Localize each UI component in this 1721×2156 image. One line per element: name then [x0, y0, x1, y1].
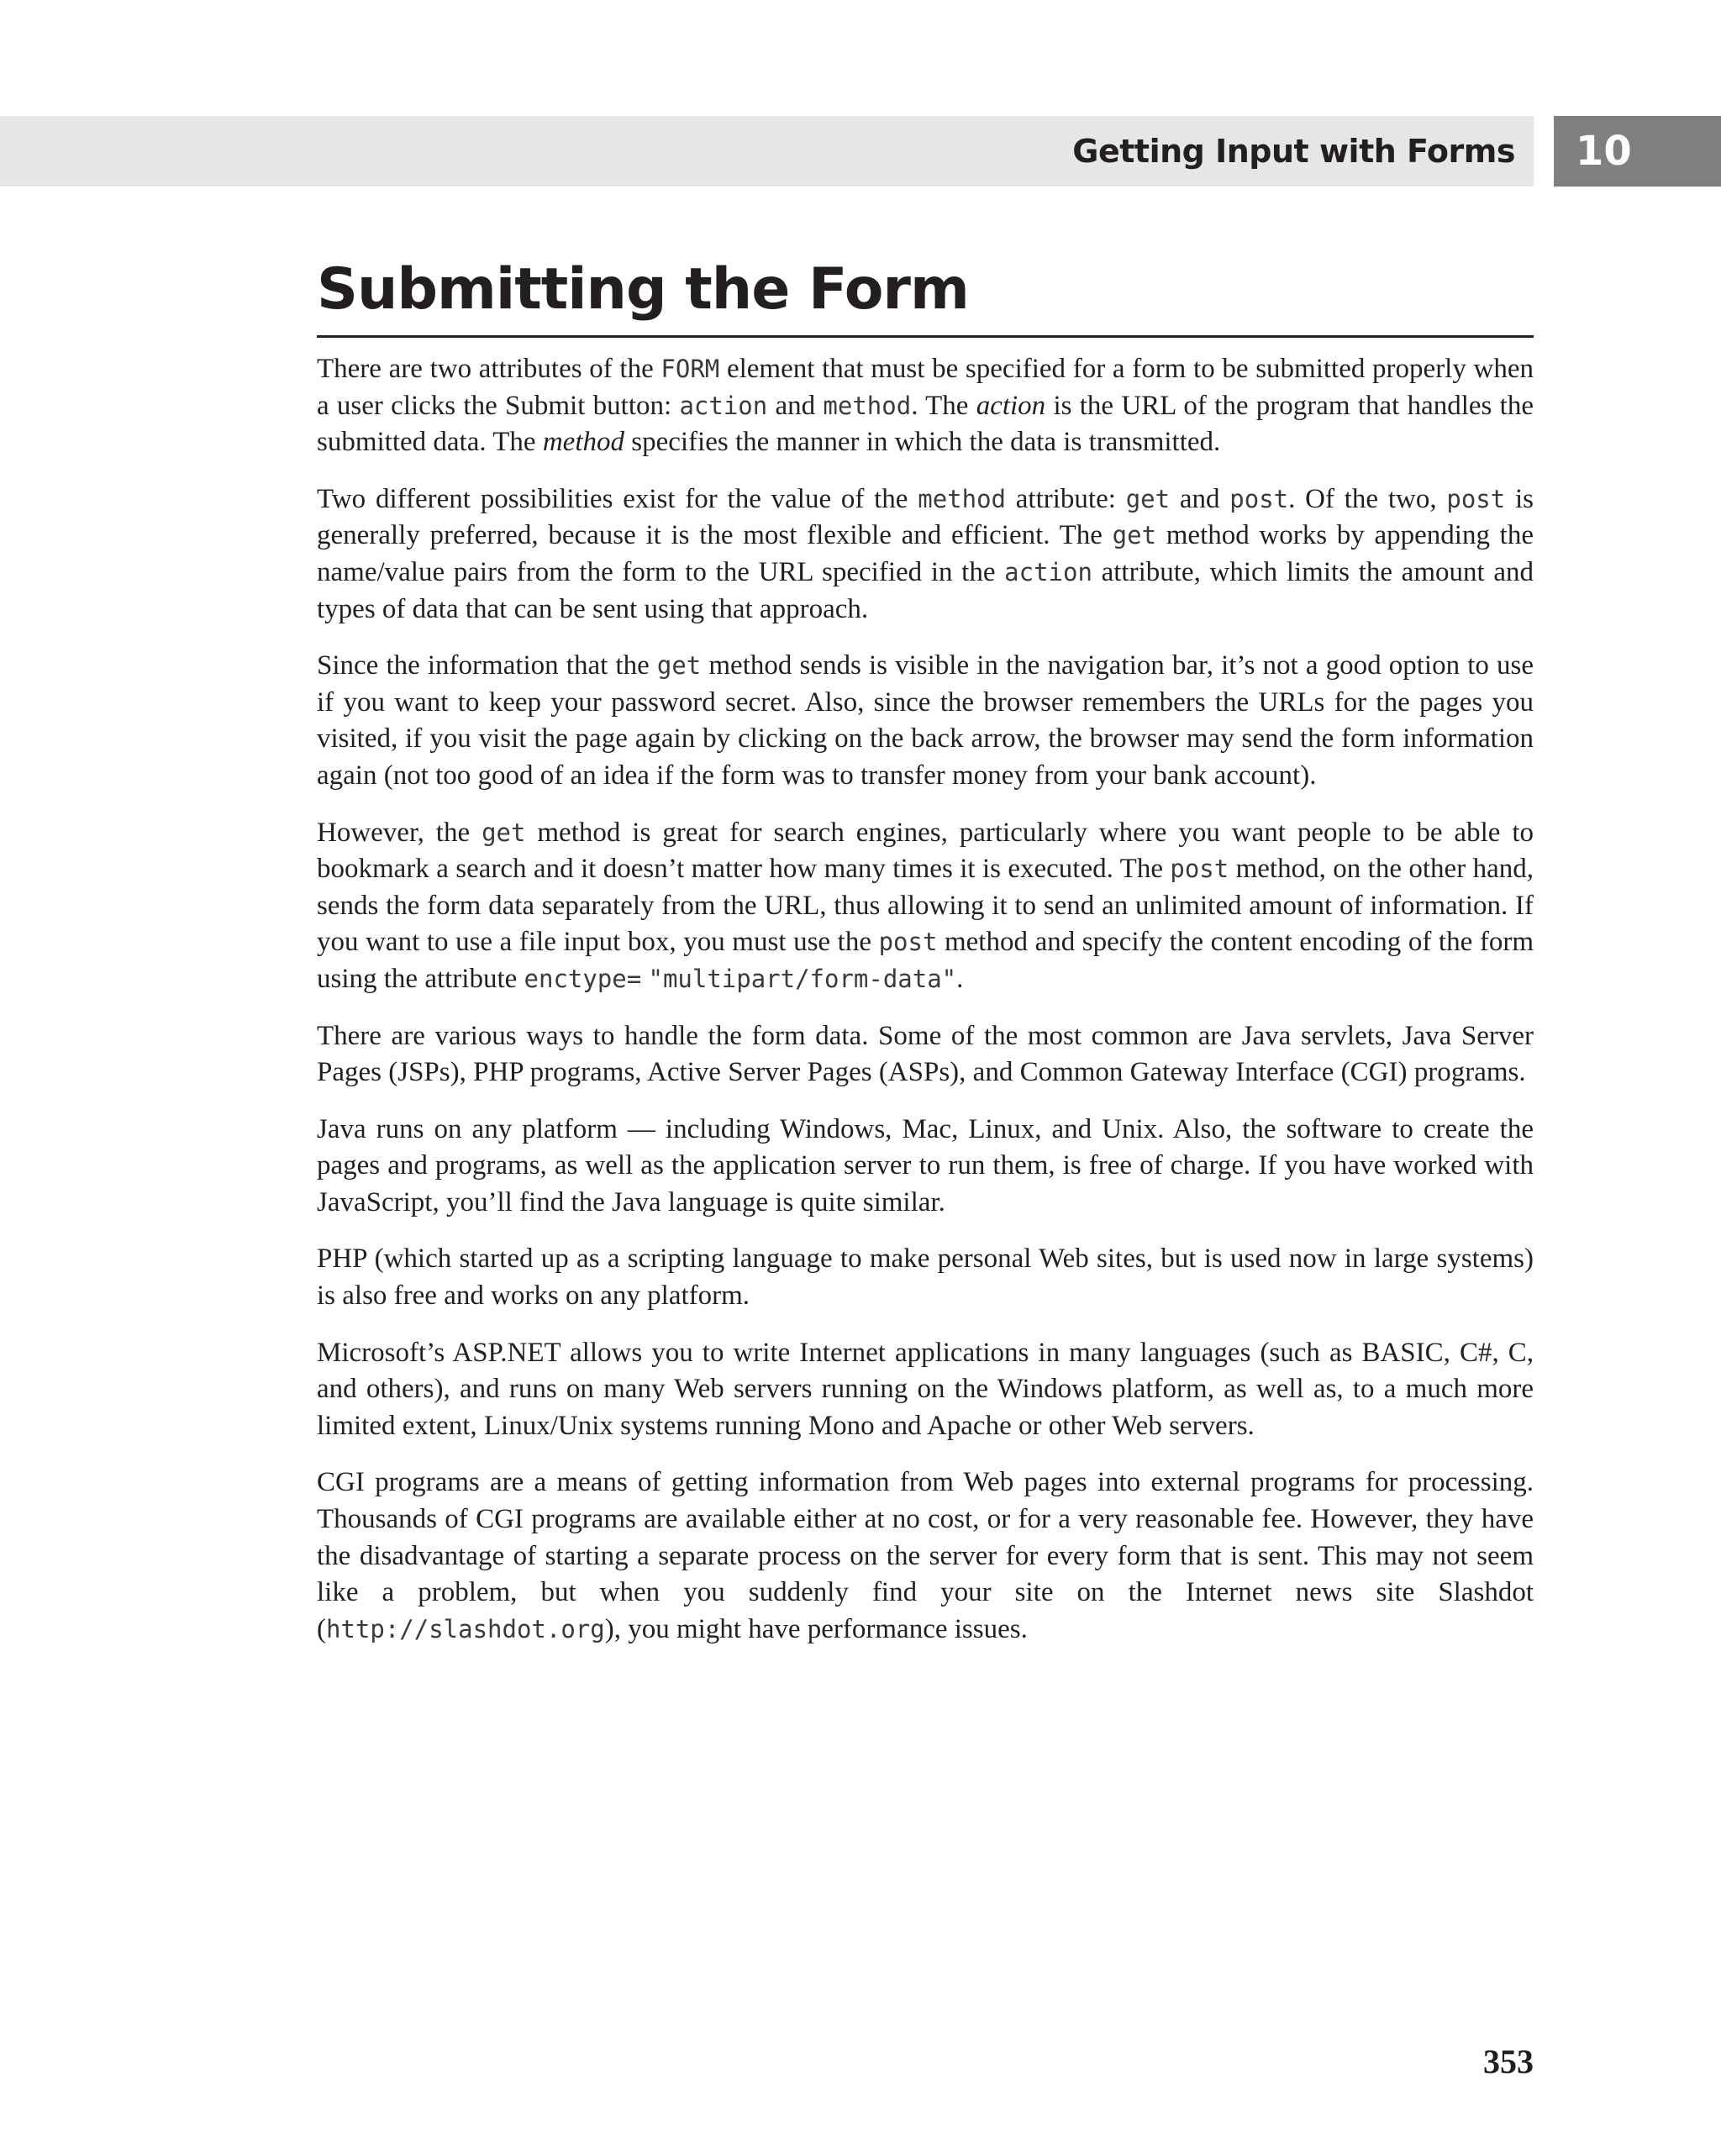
- text-run: is the URL of the program that handles the submitted data. The: [317, 390, 1534, 458]
- running-header-chapter-title: Getting Input with Forms: [1072, 133, 1515, 170]
- inline-code: method: [918, 484, 1006, 513]
- inline-code: FORM: [661, 355, 720, 383]
- emphasized-term: action: [976, 390, 1046, 421]
- text-run: However, the: [317, 817, 482, 848]
- text-run: attribute, which limits the amount and types of data that can be sent using that approach.: [317, 556, 1534, 624]
- text-run: Java runs on any platform — including Windows, Mac, Linux, and Unix. Also, the software to create the pages and programs, as well as the application server to run them, is free of charge. If you have worked with JavaScript, you’ll find the Java language is quite similar.: [317, 1113, 1534, 1217]
- heading-rule: [317, 335, 1534, 338]
- text-run: PHP (which started up as a scripting language to make personal Web sites, but is used now in large systems) is also free and works on any platform.: [317, 1244, 1534, 1312]
- emphasized-term: method: [542, 427, 624, 458]
- body-paragraph: [317, 351, 1534, 461]
- inline-code: post: [1229, 484, 1289, 513]
- body-paragraph: [317, 1241, 1534, 1314]
- text-run: attribute:: [1006, 483, 1126, 514]
- text-run: There are various ways to handle the form data. Some of the most common are Java servlets, Java Server Pages (JSPs), PHP programs, Active Server Pages (ASPs), and Common Gateway Interface (CGI) programs.: [317, 1020, 1534, 1088]
- text-run: method is great for search engines, particularly where you want people to be able to bookmark a search and it doesn’t matter how many times it is executed. The: [317, 817, 1534, 885]
- text-run: . Of the two,: [1288, 483, 1447, 514]
- body-paragraph: [317, 815, 1534, 998]
- text-run: is generally preferred, because it is the most flexible and efficient. The: [317, 483, 1534, 551]
- inline-code: enctype=: [524, 964, 642, 993]
- body-paragraph: [317, 648, 1534, 794]
- inline-code: get: [482, 818, 526, 847]
- text-run: and: [767, 390, 824, 421]
- inline-code: post: [1170, 855, 1229, 884]
- inline-code: get: [656, 651, 702, 681]
- text-run: CGI programs are a means of getting information from Web pages into external programs for processing. Thousands of CGI programs are available either at no cost, or for a very reasonable fee. However, they have the disadvantage of starting a separate process on the server for every form that is sent. This may not seem like a problem, but when you suddenly find your site on the Internet news site Slashdot (: [317, 1467, 1534, 1644]
- body-paragraph: [317, 1112, 1534, 1222]
- inline-code: get: [1125, 484, 1171, 513]
- inline-code: method: [823, 391, 912, 420]
- text-run: There are two attributes of the: [317, 354, 661, 384]
- section-heading: Submitting the Form: [317, 256, 969, 323]
- text-run: method and specify the content encoding of the form using the attribute: [317, 927, 1534, 994]
- body-text: [317, 351, 1534, 1668]
- text-run: .: [956, 963, 964, 994]
- inline-code: action: [679, 391, 768, 420]
- text-run: Microsoft’s ASP.NET allows you to write Internet applications in many languages (such as BASIC, C#, C, and others), and runs on many Web servers running on the Windows platform, as well as, to a much more limited extent, Linux/Unix systems running Mono and Apache or other Web servers.: [317, 1337, 1534, 1441]
- inline-code: action: [1004, 557, 1092, 586]
- body-paragraph: [317, 1465, 1534, 1648]
- text-run: ), you might have performance issues.: [604, 1613, 1028, 1644]
- inline-code: http://slashdot.org: [326, 1614, 605, 1643]
- inline-code: get: [1112, 521, 1157, 550]
- inline-code: post: [878, 928, 938, 957]
- inline-code: post: [1446, 484, 1506, 513]
- body-paragraph: [317, 1018, 1534, 1091]
- page-number: 353: [1483, 2043, 1534, 2080]
- text-run: Since the information that the: [317, 650, 657, 681]
- text-run: specifies the manner in which the data is transmitted.: [624, 427, 1221, 458]
- body-paragraph: [317, 1335, 1534, 1445]
- text-run: method works by appending the name/value pairs from the form to the URL specified in the: [317, 520, 1534, 587]
- text-run: element that must be specified for a form to be submitted properly when a user clicks the Submit button:: [317, 354, 1534, 421]
- text-run: method sends is visible in the navigation bar, it’s not a good option to use if you want to keep your password secret. Also, since the browser remembers the URLs for the pages you visited, if you visit the page again by clicking on the back arrow, the browser may send the form information again (not too good of an idea if the form was to transfer money from your bank account).: [317, 650, 1534, 791]
- inline-code: "multipart/form-data": [648, 964, 957, 993]
- body-paragraph: [317, 481, 1534, 628]
- chapter-number-tab: 10: [1554, 116, 1721, 187]
- text-run: and: [1170, 483, 1230, 514]
- text-run: . The: [911, 390, 976, 421]
- text-run: Two different possibilities exist for the value of the: [317, 483, 918, 514]
- text-run: method, on the other hand, sends the form data separately from the URL, thus allowing it to send an unlimited amount of information. If you want to use a file input box, you must use the: [317, 854, 1534, 958]
